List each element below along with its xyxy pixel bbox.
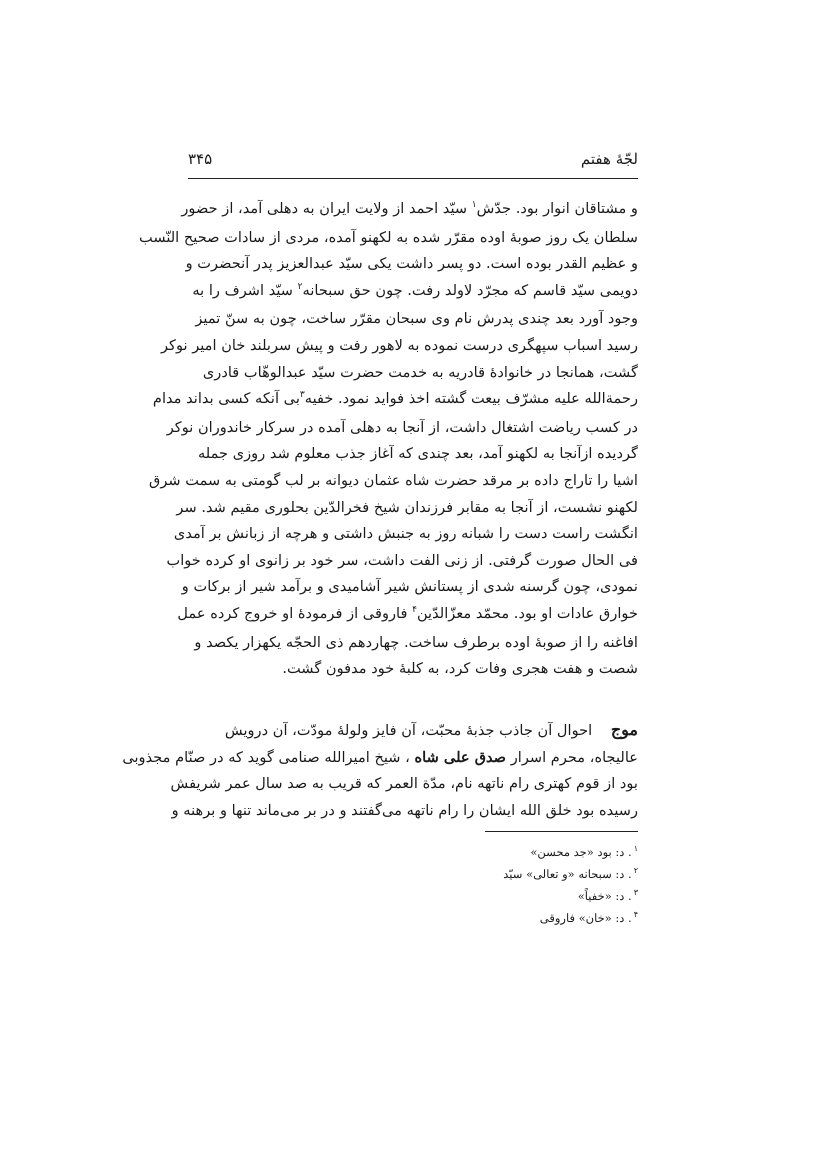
footnote-marker: ۳: [299, 390, 305, 401]
footnote-item: [338, 864, 638, 886]
text-line: [166, 415, 638, 442]
text-segment: سیّد احمد از ولایت ایران به دهلی آمد، از حضور: [181, 200, 472, 217]
footnote-marker: ۲: [297, 281, 303, 292]
footnote-text: . د: «خفیاً»: [577, 889, 632, 903]
text-segment: خوارق عادات او بود. محمّد معزّالدّین: [416, 604, 638, 622]
text-line: رسیده بود خلق الله ایشان را رام ناتهه می‌گفتند و در بر می‌ماند تنها و برهنه و: [171, 801, 638, 819]
footnote-rule: [485, 831, 638, 832]
text-line: [152, 386, 638, 415]
text-line: [122, 745, 638, 772]
text-segment: عالیجاه، محرم اسرار: [506, 748, 638, 766]
text-segment: رسید اسباب سپهگری درست نموده به لاهور رفت و پیش سربلند خان امیر نوکر: [160, 336, 638, 354]
text-line: [188, 306, 638, 333]
text-line: [181, 574, 638, 601]
text-segment: فی الحال صورت گرفتی. از زنی الفت داشت، سر خود بر زانوی او کرده خواب: [166, 551, 638, 569]
text-line: [149, 468, 638, 495]
footnote-item: [338, 886, 638, 908]
footnote-item: [338, 842, 638, 864]
text-segment: لکهنو نشست، از آنجا به مقابر فرزندان شیخ فخرالدّین بحلوری مقیم شد. سر: [176, 498, 638, 516]
text-segment: وجود آورد بعد چندی پدرش نام وی سبحان مقرّر ساخت، چون به سنّ تمیز: [195, 310, 638, 328]
text-segment: انگشت راست دست را شبانه روز به جنبش داشتی و هرچه از زبانش بر آمدی: [173, 525, 638, 543]
text-segment: رحمةالله علیه مشرّف بیعت گشته اخذ فواید نمود. خفیه: [304, 390, 638, 408]
footnote-number: ۱: [633, 844, 638, 853]
text-segment: نمودی، چون گرسنه شدی از پستانش شیر آشامیدی و برآمد شیر از برکات و: [181, 578, 638, 596]
footnote-text: . د: سبحانه «و تعالی» سیّد: [503, 867, 632, 881]
text-line: [188, 441, 638, 468]
text-segment: بی آنکه کسی بداند مدام: [152, 390, 300, 408]
text-segment: فاروقی از فرمودهٔ او خروج کرده عمل: [177, 604, 413, 622]
footnote-text: . د: «خان» فاروقی: [539, 911, 632, 925]
text-segment: دویمی سیّد قاسم که مجرّد لاولد رفت. چون حق سبحانه: [302, 281, 638, 299]
text-line: [188, 278, 638, 307]
body-paragraph-2: [122, 717, 638, 824]
saint-name: صدق علی شاه: [414, 748, 507, 766]
text-segment: و مشتاقان انوار بود. جدّش: [476, 200, 638, 217]
text-segment: گردیده ازآنجا به لکهنو آمد، بعد چندی که آغاز جذب معلوم شد روزی جمله: [197, 445, 638, 463]
footnote-number: ۳: [633, 888, 638, 897]
text-line: [176, 495, 638, 522]
footnotes: [338, 842, 638, 930]
page-header: [188, 150, 638, 174]
text-line: [181, 196, 638, 225]
text-segment: احوال آن جاذب جذبهٔ محبّت، آن فایز ولولهٔ مودّت، آن درویش: [224, 722, 593, 739]
text-segment: و عظیم القدر بوده است. دو پسر داشت یکی سیّد عبدالعزیز پدر آنحضرت و: [185, 255, 638, 273]
text-line: بود از قوم کهتری رام ناتهه نام، مدّة العمر که قریب به صد سال عمر شریفش: [170, 775, 638, 793]
text-line: [166, 548, 638, 575]
text-segment: ، شیخ امیرالله صنامی گوید که در صنّام مجذوبی: [122, 748, 410, 766]
text-segment: سیّد اشرف را به: [192, 281, 298, 299]
text-line: [173, 521, 638, 548]
header-rule: [188, 178, 638, 179]
body-paragraph-1: [138, 196, 638, 683]
text-line: [177, 601, 638, 630]
text-segment: افاغنه را از صوبهٔ اوده برطرف ساخت. چهاردهم ذی الحجّه یکهزار یکصد و: [194, 633, 638, 651]
footnote-text: . د: بود «جد محسن»: [530, 845, 632, 859]
running-head: لجّهٔ هفتم: [580, 150, 638, 168]
text-line: [185, 251, 638, 278]
footnote-number: ۴: [633, 910, 638, 919]
footnote-marker: ۱: [471, 200, 477, 210]
text-line: [188, 656, 638, 683]
footnote-item: [338, 908, 638, 930]
text-segment: شصت و هفت هجری وفات کرد، به کلبهٔ خود مدفون گشت.: [282, 660, 638, 678]
text-segment: در کسب ریاضت اشتغال داشت، از آنجا به دهلی آمده در سرکار خاندوران نوکر: [166, 418, 638, 436]
text-line: [188, 630, 638, 657]
section-heading: موج: [610, 720, 638, 739]
text-line: [188, 717, 638, 745]
footnote-marker: ۴: [412, 604, 417, 615]
text-segment: گشت، همانجا در خانوادهٔ قادریه به خدمت حضرت سیّد عبدالوهّاب قادری: [202, 363, 638, 381]
text-line: [138, 225, 638, 252]
text-segment: سلطان یک روز صوبهٔ اوده مقرّر شده به لکهنو آمده، مردی از سادات صحیح النّسب: [138, 228, 638, 246]
text-line: [188, 360, 638, 387]
text-segment: اشیا را تاراج داده بر مرقد حضرت شاه عثمان دیوانه بر لب گومتی به سمت شرق: [149, 471, 638, 489]
page-number: ۳۴۵: [188, 150, 213, 168]
text-line: [160, 333, 638, 360]
footnote-number: ۲: [633, 866, 638, 875]
